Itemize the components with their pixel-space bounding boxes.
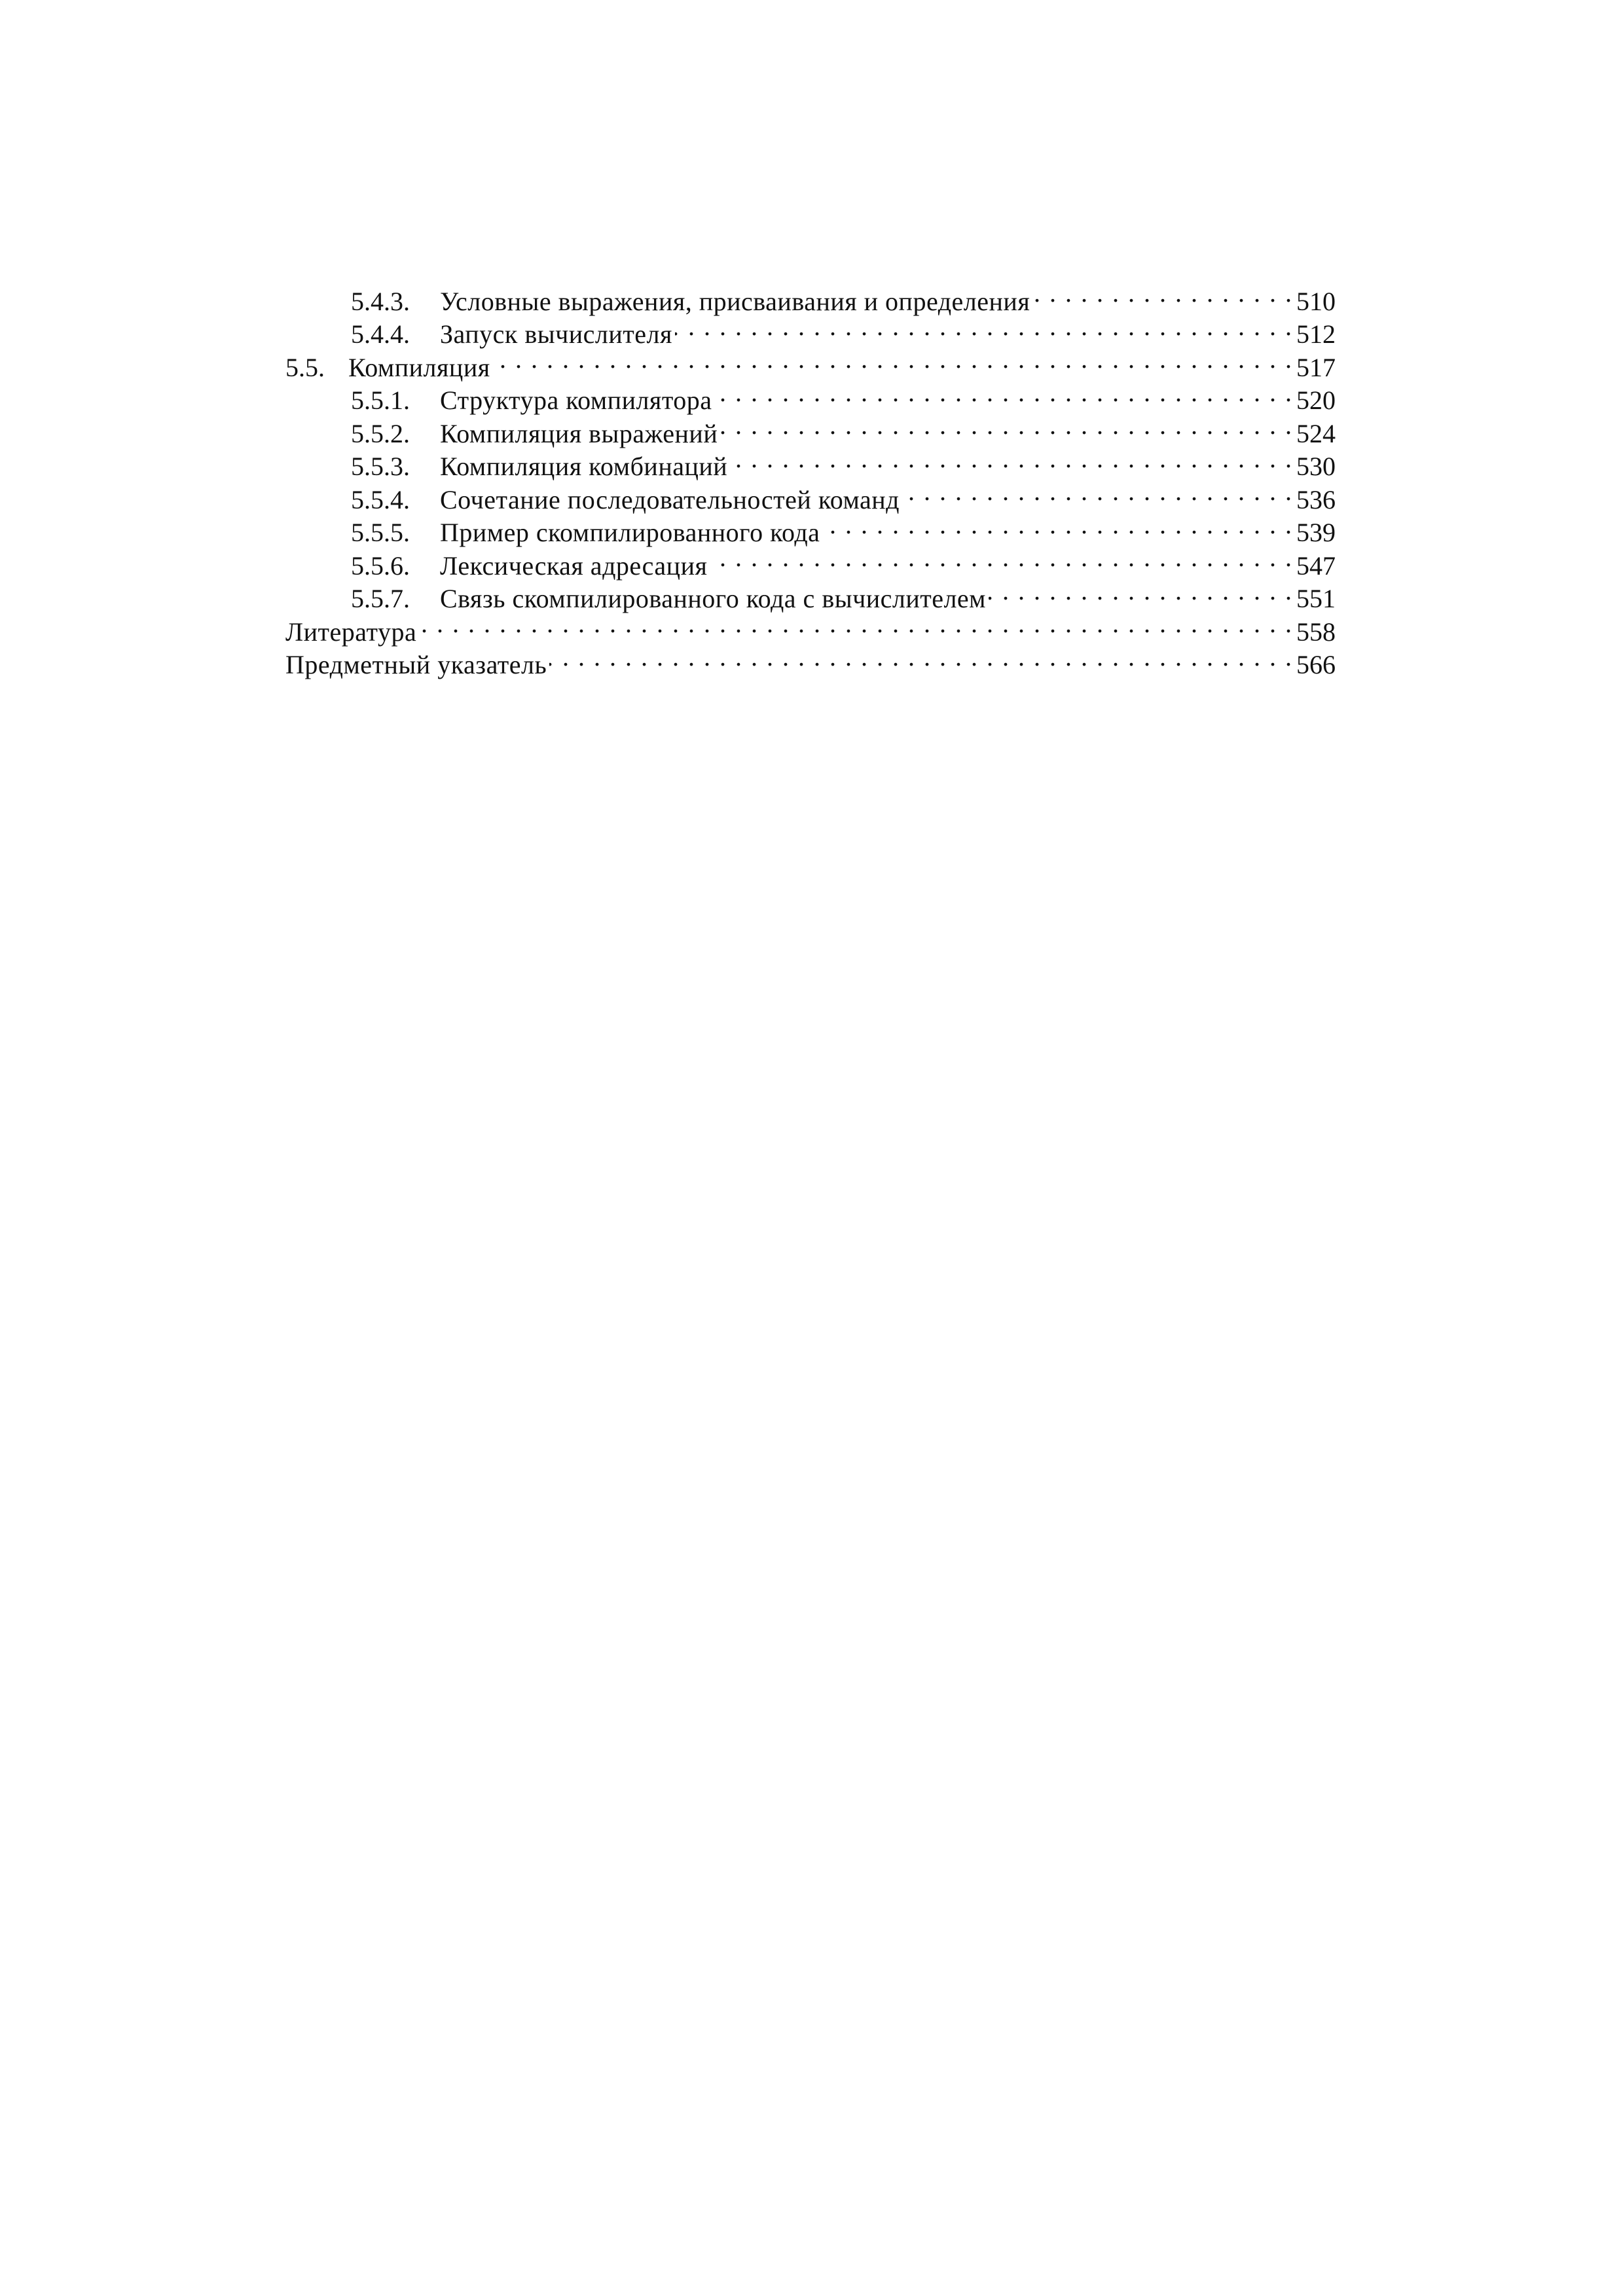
dot-leader [493,343,1292,376]
toc-entry[interactable] [285,641,1336,679]
toc-entry-title: Запуск вычислителя [440,319,672,349]
toc-entry-page: 512 [1296,319,1336,349]
toc-entry-title: Компиляция выражений [440,418,718,448]
dot-leader [720,409,1292,442]
dot-leader [1032,277,1292,310]
toc-entry-number: 5.5.2. [351,418,410,448]
dot-leader [710,541,1292,575]
toc-entry-page: 524 [1296,418,1336,448]
dot-leader [822,509,1292,542]
toc-entry-title: Компиляция [348,352,490,382]
toc-entry-title: Литература [285,617,417,647]
toc-entry-title: Условные выражения, присваивания и определения [440,286,1030,316]
toc-entry-title: Пример скомпилированного кода [440,518,820,547]
dot-leader [730,442,1292,476]
toc-entry-title: Структура компилятора [440,386,712,415]
toc-entry-page: 536 [1296,484,1336,514]
dot-leader [675,310,1292,344]
toc-entry[interactable] [285,607,1336,647]
dot-leader [715,376,1292,410]
toc-entry-page: 551 [1296,584,1336,613]
toc-entry-number: 5.5.3. [351,452,410,481]
toc-entry-title: Предметный указатель [285,650,547,679]
dot-leader [419,607,1292,641]
toc-entry-page: 566 [1296,650,1336,679]
toc-entry[interactable] [285,277,1336,316]
toc-entry-title: Лексическая адресация [440,550,708,581]
toc-entry-page: 539 [1296,518,1336,547]
toc-entry-page: 510 [1296,286,1336,316]
toc-entry-page: 558 [1296,617,1336,647]
toc-entry-page: 530 [1296,452,1336,481]
toc-entry-page: 547 [1296,550,1336,581]
toc-entry-number: 5.5.5. [351,518,410,547]
toc-entry-title: Связь скомпилированного кода с вычислителем [440,584,986,613]
toc-entry-number: 5.5. [285,352,325,382]
toc-entry-number: 5.4.4. [351,319,410,349]
toc-entry-number: 5.4.3. [351,286,410,316]
toc-entry-number: 5.5.1. [351,386,410,415]
toc-entry-number: 5.5.4. [351,484,410,514]
toc-entry-number: 5.5.7. [351,584,410,613]
dot-leader [989,575,1292,608]
toc-entry-title: Компиляция комбинаций [440,452,728,481]
dot-leader [902,475,1292,509]
table-of-contents [285,277,1336,679]
toc-entry-title: Сочетание последовательностей команд [440,484,900,514]
toc-entry-page: 520 [1296,386,1336,415]
toc-entry-number: 5.5.6. [351,550,410,581]
toc-entry-page: 517 [1296,352,1336,382]
dot-leader [549,641,1292,674]
